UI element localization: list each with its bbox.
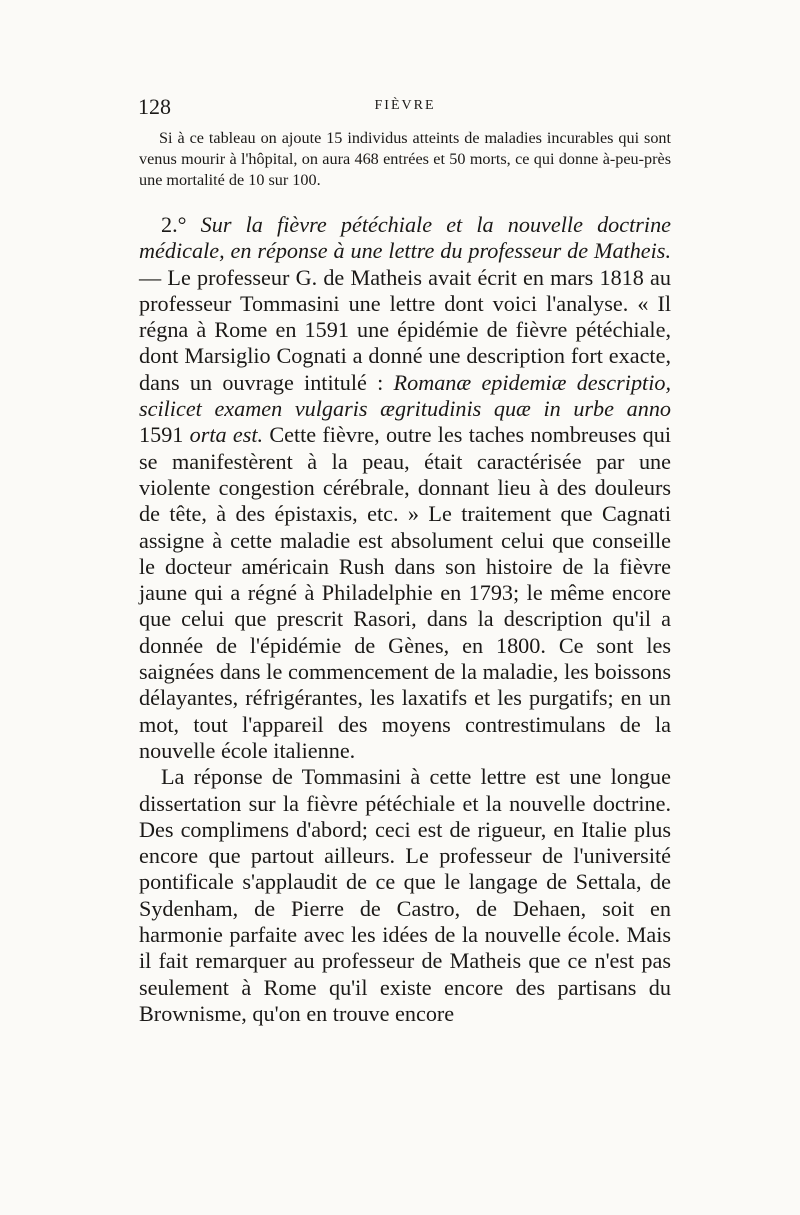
section-heading: Sur la fièvre pétéchiale et la nouvelle doctrine médicale, en réponse à une lettre du professeur de Matheis. xyxy=(139,212,672,264)
running-head xyxy=(138,94,672,118)
paragraph-1-text-b: Cette fièvre, outre les taches nombreuses qui se manifestèrent à la peau, était caractérisée par une violente congestion cérébrale, donnant lieu à des douleurs de tête, à des épistaxis, etc. » Le traitement que Cagnati assigne à cette maladie est absolument celui que conseille le docteur américain Rush dans son histoire de la fièvre jaune qui a régné à Philadelphie en 1793; le même encore que celui que prescrit Rasori, dans la description qu'il a donnée de l'épidémie de Gènes, en 1800. Ce sont les saignées dans le commencement de la maladie, les boissons délayantes, réfrigérantes, les laxatifs et les purgatifs; en un mot, tout l'appareil des moyens contrestimulans de la nouvelle école italienne. xyxy=(139,422,671,763)
latin-anno: anno xyxy=(614,396,672,422)
section-paragraph-1 xyxy=(139,212,671,764)
section-paragraph-2: La réponse de Tommasini à cette lettre est une longue dissertation sur la fièvre pétéchiale et la nouvelle doctrine. Des complimens d'abord; ceci est de rigueur, en Italie plus encore que partout ailleurs. Le professeur de l'université pontificale s'applaudit de ce que le langage de Settala, de Sydenham, de Pierre de Castro, de Dehaen, soit en harmonie parfaite avec les idées de la nouvelle école. Mais il fait remarquer au professeur de Matheis que ce n'est pas seulement à Rome qu'il existe encore des partisans du Brownisme, qu'on en trouve encore xyxy=(139,764,671,1026)
running-title: FIÈVRE xyxy=(374,98,436,113)
latin-book-title: Romanæ epidemiæ descriptio, scilicet examen vulgaris ægritudinis quæ in urbe xyxy=(139,369,672,422)
main-text xyxy=(139,212,671,1027)
footnote-block xyxy=(139,128,671,191)
latin-end: orta est. xyxy=(183,422,264,448)
section-number: 2.° xyxy=(161,212,187,237)
note-paragraph: Si à ce tableau on ajoute 15 individus atteints de maladies incurables qui sont venus mourir à l'hôpital, on aura 468 entrées et 50 morts, ce qui donne à-peu-près une mortalité de 10 sur 100. xyxy=(139,129,671,189)
page-number: 128 xyxy=(138,94,171,119)
latin-year: 1591 xyxy=(139,422,184,448)
heading-dash: — xyxy=(139,264,168,290)
paragraph-1-text-a: Le professeur G. de Matheis avait écrit en mars 1818 au professeur Tommasini une lettre dont voici l'analyse. « Il régna à Rome en 1591 une épidémie de fièvre pétéchiale, dont Marsiglio Cognati a donné une description fort exacte, dans un ouvrage intitulé : xyxy=(139,264,672,395)
